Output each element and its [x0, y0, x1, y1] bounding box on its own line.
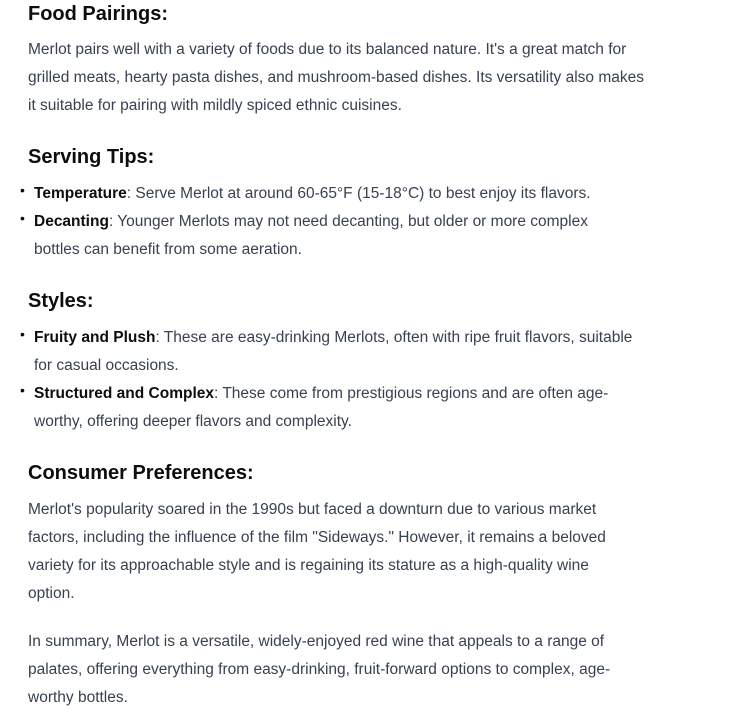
serving-tips-heading: Serving Tips: [28, 146, 155, 168]
list-item [34, 380, 634, 436]
style-term: Fruity and Plush [34, 329, 156, 346]
list-item [34, 180, 634, 208]
list-item [34, 324, 634, 380]
styles-list [28, 324, 634, 436]
serving-tip-term: Decanting [34, 213, 109, 230]
food-pairings-text: Merlot pairs well with a variety of foods due to its balanced nature. It's a great match for grilled meats, hearty pasta dishes, and mushroom-based dishes. Its versatility also makes it suitable for pairing with mildly spiced ethnic cuisines. [28, 41, 644, 114]
style-desc: : These are easy-drinking Merlots, often with ripe fruit flavors, suitable for casual occasions. [34, 329, 633, 374]
serving-tip-desc: : Younger Merlots may not need decanting, but older or more complex bottles can benefit from some aeration. [34, 213, 588, 258]
food-pairings-heading: Food Pairings: [28, 3, 168, 25]
styles-heading: Styles: [28, 290, 94, 312]
serving-tips-list [28, 180, 634, 264]
consumer-preferences-heading: Consumer Preferences: [28, 462, 254, 484]
style-desc: : These come from prestigious regions and are often age-worthy, offering deeper flavors and complexity. [34, 385, 609, 430]
consumer-preferences-text: Merlot's popularity soared in the 1990s but faced a downturn due to various market factors, including the influence of the film "Sideways." However, it remains a beloved variety for its approachable style and is regaining its stature as a high-quality wine option. [28, 501, 606, 602]
serving-tip-desc: : Serve Merlot at around 60-65°F (15-18°C) to best enjoy its flavors. [126, 185, 591, 202]
list-item [34, 208, 634, 264]
style-term: Structured and Complex [34, 385, 214, 402]
summary-text: In summary, Merlot is a versatile, widely-enjoyed red wine that appeals to a range of palates, offering everything from easy-drinking, fruit-forward options to complex, age-worthy bottles. [28, 633, 611, 706]
serving-tip-term: Temperature [34, 185, 127, 202]
